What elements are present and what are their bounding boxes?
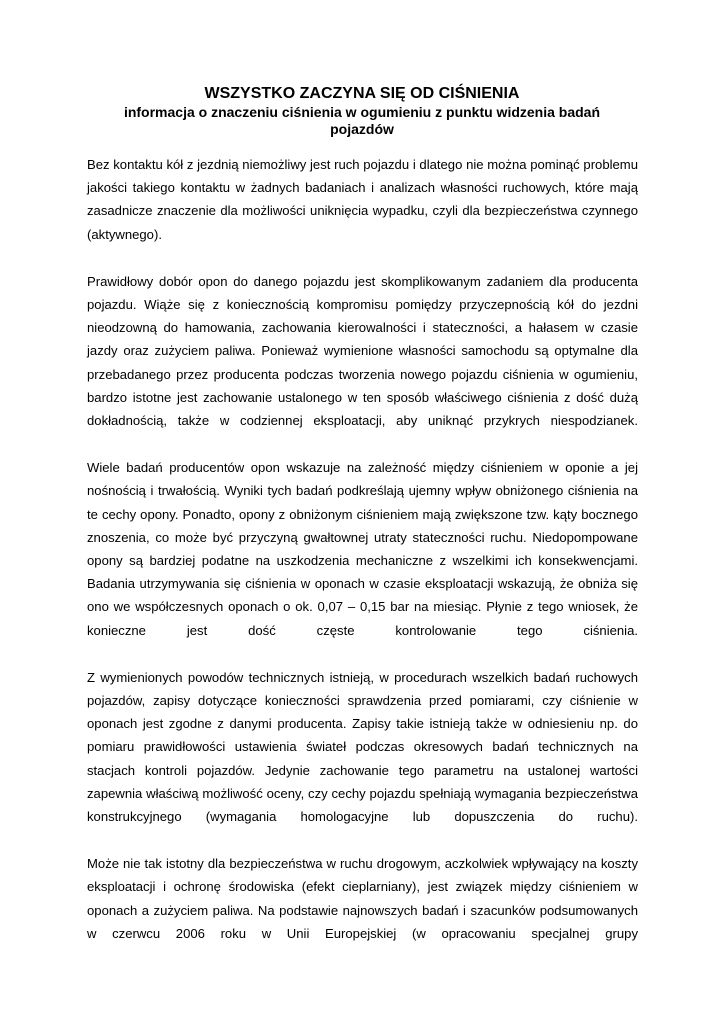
- paragraph-contact: Bez kontaktu kół z jezdnią niemożliwy jest ruch pojazdu i dlatego nie można pominąć problemu jakości takiego kontaktu w żadnych badaniach i analizach własności ruchowych, które mają zasadnicze znaczenie dla możliwości uniknięcia wypadku, czyli dla bezpieczeństwa czynnego (aktywnego).: [87, 157, 638, 242]
- paragraph-fuel-consumption: Może nie tak istotny dla bezpieczeństwa w ruchu drogowym, aczkolwiek wpływający na koszty eksploatacji i ochronę środowiska (efekt cieplarniany), jest związek między ciśnieniem w oponach a zużyciem paliwa. Na podstawie najnowszych badań i szacunków podsumowanych w czerwcu 2006 roku w Unii Europejskiej (w opracowaniu specjalnej grupy: [87, 856, 638, 941]
- document-title: WSZYSTKO ZACZYNA SIĘ OD CIŚNIENIA: [204, 85, 520, 102]
- paragraph-tire-selection: Prawidłowy dobór opon do danego pojazdu jest skomplikowanym zadaniem dla producenta pojazdu. Wiąże się z koniecznością kompromisu pomiędzy przyczepnością kół do jezdni nieodzowną do hamowania, zachowania kierowalności i stateczności, a hałasem w czasie jazdy oraz zużyciem paliwa. Ponieważ wymienione własności samochodu są optymalne dla przebadanego przez producenta podczas tworzenia nowego pojazdu ciśnienia w ogumieniu, bardzo istotne jest zachowanie ustalonego w ten sposób właściwego ciśnienia z dość dużą dokładnością, także w codziennej eksploatacji, aby uniknąć przykrych niespodzianek.: [87, 273, 638, 429]
- document-body: [87, 153, 638, 945]
- paragraph-research: Wiele badań producentów opon wskazuje na zależność między ciśnieniem w oponie a jej nośnością i trwałością. Wyniki tych badań podkreślają ujemny wpływ obniżonego ciśnienia na te cechy opony. Ponadto, opony z obniżonym ciśnieniem mają zwiększone tzw. kąty bocznego znoszenia, co może być przyczyną gwałtownej utraty stateczności ruchu. Niedopompowane opony są bardziej podatne na uszkodzenia mechaniczne z wszelkimi ich konsekwencjami. Badania utrzymywania się ciśnienia w oponach w czasie eksploatacji wskazują, że obniża się ono we współczesnych oponach o ok. 0,07 – 0,15 bar na miesiąc. Płynie z tego wniosek, że konieczne jest dość częste kontrolowanie tego ciśnienia.: [87, 460, 638, 638]
- document-subtitle: informacja o znaczeniu ciśnienia w ogumieniu z punktu widzenia badań pojazdów: [123, 104, 601, 137]
- paragraph-procedures: Z wymienionych powodów technicznych istnieją, w procedurach wszelkich badań ruchowych pojazdów, zapisy dotyczące konieczności sprawdzenia przed pomiarami, czy ciśnienie w oponach jest zgodne z danymi producenta. Zapisy takie istnieją także w odniesieniu np. do pomiaru prawidłowości ustawienia świateł podczas okresowych badań technicznych na stacjach kontroli pojazdów. Jedynie zachowanie tego parametru na ustalonej wartości zapewnia właściwą możliwość oceny, czy cechy pojazdu spełniają wymagania bezpieczeństwa konstrukcyjnego (wymagania homologacyjne lub dopuszczenia do ruchu).: [87, 669, 638, 825]
